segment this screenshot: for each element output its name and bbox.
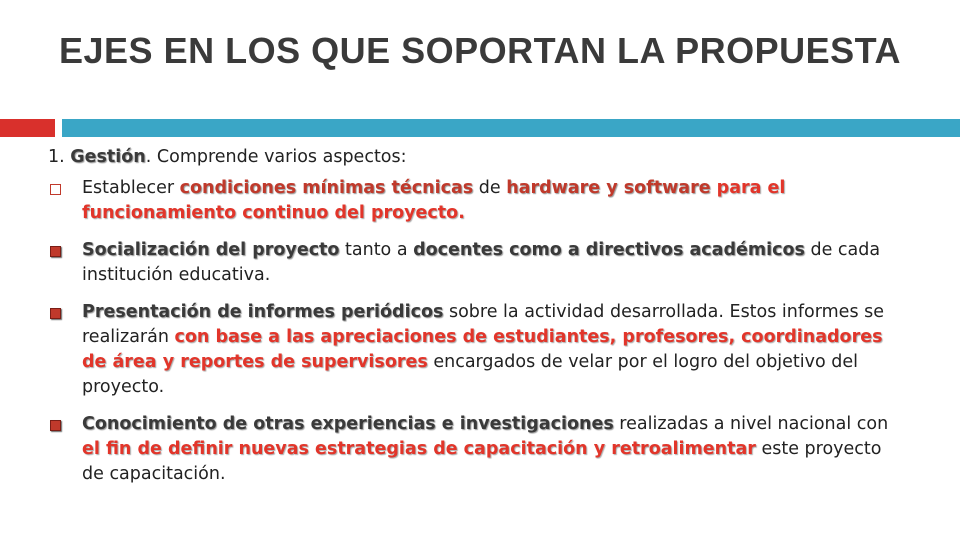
- slide-title: EJES EN LOS QUE SOPORTAN LA PROPUESTA: [59, 30, 901, 71]
- item-text-segment: condiciones mínimas técnicas: [179, 178, 474, 198]
- item-text-segment: realizadas a nivel nacional con: [613, 414, 889, 434]
- item-text-segment: hardware y software: [506, 178, 711, 198]
- list-item: [48, 176, 908, 226]
- square-bullet-icon: [50, 420, 61, 431]
- list-item: [48, 412, 908, 487]
- item-text-segment: de: [473, 178, 507, 198]
- item-text-segment: sobre la actividad desarrollada. Estos informes se realizarán: [82, 302, 885, 347]
- square-bullet-icon: [50, 246, 61, 257]
- item-text-segment: Establecer: [82, 178, 180, 198]
- item-text-segment: tanto a: [339, 240, 414, 260]
- item-text-segment: Presentación de informes periódicos: [82, 302, 444, 322]
- item-text-segment: este proyecto de capacitación.: [82, 439, 882, 484]
- list-item: [48, 238, 908, 288]
- slide-content: [48, 145, 908, 499]
- accent-bar-red: [0, 119, 55, 137]
- accent-bar-blue: [62, 119, 960, 137]
- item-text-segment: con base a las apreciaciones de estudiantes, profesores, coordinadores de área y reportes de supervisores: [82, 327, 883, 372]
- square-bullet-icon: [50, 184, 61, 195]
- section-heading: [48, 145, 908, 170]
- item-text-segment: encargados de velar por el logro del objetivo del proyecto.: [82, 352, 859, 397]
- list-item: [48, 300, 908, 400]
- item-text-segment: de cada institución educativa.: [82, 240, 881, 285]
- item-text-segment: Socialización del proyecto: [82, 240, 340, 260]
- heading-rest: . Comprende varios aspectos:: [145, 147, 407, 167]
- heading-bold: Gestión: [70, 147, 146, 167]
- square-bullet-icon: [50, 308, 61, 319]
- item-text-segment: docentes como a directivos académicos: [413, 240, 805, 260]
- item-text-segment: Conocimiento de otras experiencias e investigaciones: [82, 414, 614, 434]
- item-text-segment: el fin de definir nuevas estrategias de capacitación y retroalimentar: [82, 439, 756, 459]
- item-text-segment: para el funcionamiento continuo del proyecto.: [82, 178, 786, 223]
- heading-number: 1.: [48, 147, 71, 167]
